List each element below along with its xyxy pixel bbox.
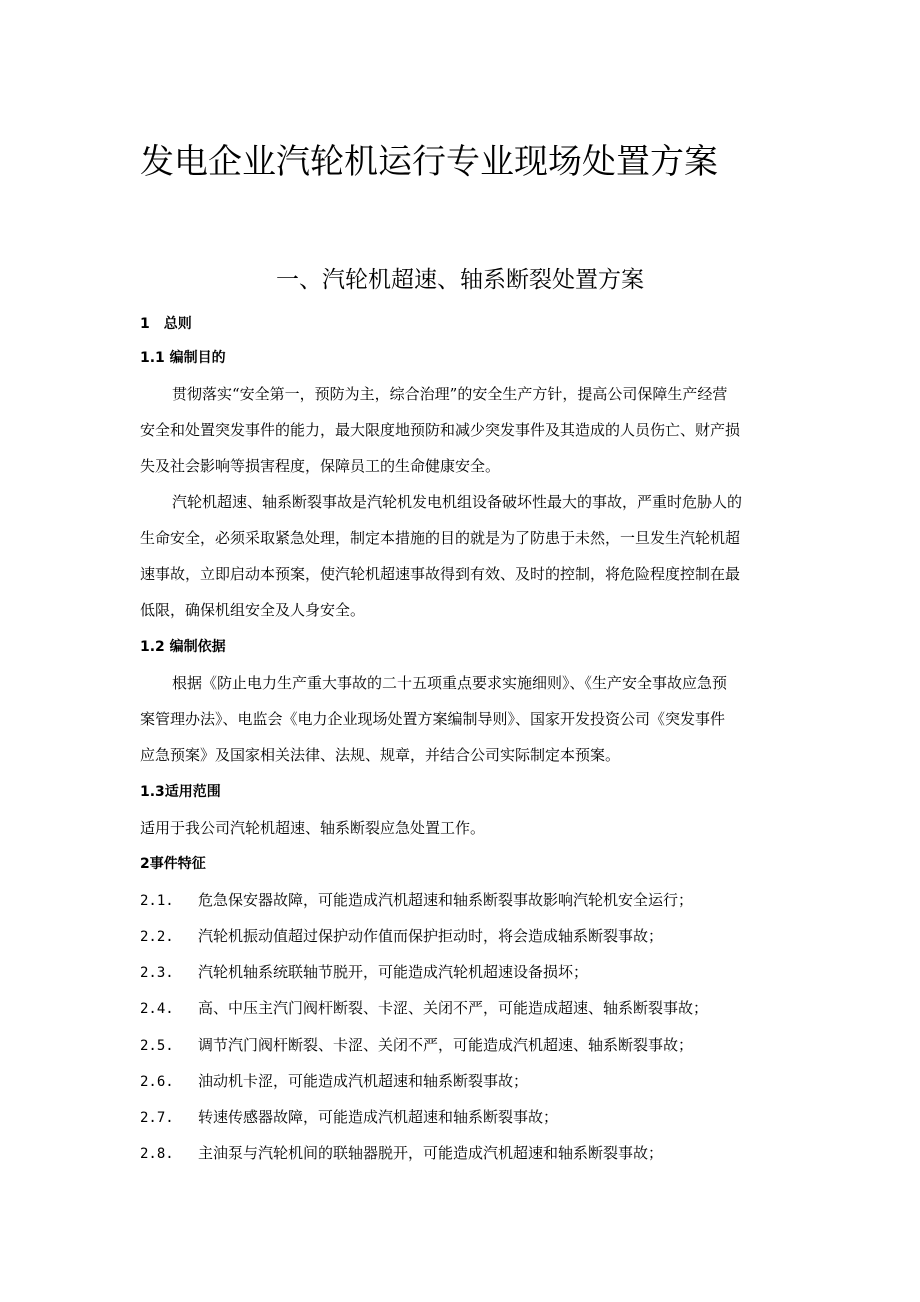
heading-event-features: 2事件特征 <box>140 856 206 872</box>
paragraph-line: 安全和处置突发事件的能力，最大限度地预防和减少突发事件及其造成的人员伤亡、财产损 <box>140 421 741 439</box>
paragraph-line: 根据《防止电力生产重大事故的二十五项重点要求实施细则》、《生产安全事故应急预 <box>172 674 728 692</box>
list-number: 2.3. <box>140 965 174 981</box>
list-item <box>140 961 790 984</box>
paragraph-line: 适用于我公司汽轮机超速、轴系断裂应急处置工作。 <box>140 819 486 837</box>
heading-purpose: 1.1 编制目的 <box>140 350 226 366</box>
paragraph-line: 案管理办法》、电监会《电力企业现场处置方案编制导则》、国家开发投资公司《突发事件 <box>140 710 726 728</box>
paragraph-line: 生命安全，必须采取紧急处理，制定本措施的目的就是为了防患于未然，一旦发生汽轮机超 <box>140 529 741 547</box>
section-title: 一、汽轮机超速、轴系断裂处置方案 <box>276 267 644 293</box>
heading-scope: 1.3适用范围 <box>140 784 221 800</box>
list-text: 主油泵与汽轮机间的联轴器脱开，可能造成汽机超速和轴系断裂事故； <box>198 1144 664 1162</box>
list-number: 2.4. <box>140 1001 174 1017</box>
list-text: 油动机卡涩，可能造成汽机超速和轴系断裂事故； <box>198 1072 529 1090</box>
list-text: 汽轮机振动值超过保护动作值而保护拒动时，将会造成轴系断裂事故； <box>198 927 664 945</box>
paragraph-line: 应急预案》及国家相关法律、法规、规章，并结合公司实际制定本预案。 <box>140 746 621 764</box>
paragraph-line: 汽轮机超速、轴系断裂事故是汽轮机发电机组设备破坏性最大的事故，严重时危胁人的 <box>172 493 743 511</box>
list-item <box>140 1070 790 1093</box>
heading-general: 1 总则 <box>140 316 192 332</box>
list-text: 危急保安器故障，可能造成汽机超速和轴系断裂事故影响汽轮机安全运行； <box>198 891 694 909</box>
document-title: 发电企业汽轮机运行专业现场处置方案 <box>140 142 718 182</box>
paragraph-line: 速事故，立即启动本预案，使汽轮机超速事故得到有效、及时的控制，将危险程度控制在最 <box>140 565 741 583</box>
list-item <box>140 1106 790 1129</box>
list-number: 2.7. <box>140 1110 174 1126</box>
paragraph-line: 贯彻落实“安全第一，预防为主，综合治理”的安全生产方针，提高公司保障生产经营 <box>172 385 728 403</box>
list-number: 2.1. <box>140 893 174 909</box>
list-item <box>140 1034 790 1057</box>
list-item <box>140 889 790 912</box>
list-text: 转速传感器故障，可能造成汽机超速和轴系断裂事故； <box>198 1108 559 1126</box>
paragraph-line: 低限，确保机组安全及人身安全。 <box>140 601 366 619</box>
list-item <box>140 1142 790 1165</box>
list-text: 汽轮机轴系统联轴节脱开，可能造成汽轮机超速设备损坏； <box>198 963 589 981</box>
list-text: 高、中压主汽门阀杆断裂、卡涩、关闭不严，可能造成超速、轴系断裂事故； <box>198 999 709 1017</box>
list-number: 2.6. <box>140 1074 174 1090</box>
paragraph-line: 失及社会影响等损害程度，保障员工的生命健康安全。 <box>140 457 501 475</box>
list-text: 调节汽门阀杆断裂、卡涩、关闭不严，可能造成汽机超速、轴系断裂事故； <box>198 1036 694 1054</box>
list-number: 2.2. <box>140 929 174 945</box>
list-item <box>140 925 790 948</box>
list-item <box>140 997 790 1020</box>
list-number: 2.8. <box>140 1146 174 1162</box>
heading-basis: 1.2 编制依据 <box>140 639 226 655</box>
list-number: 2.5. <box>140 1038 174 1054</box>
